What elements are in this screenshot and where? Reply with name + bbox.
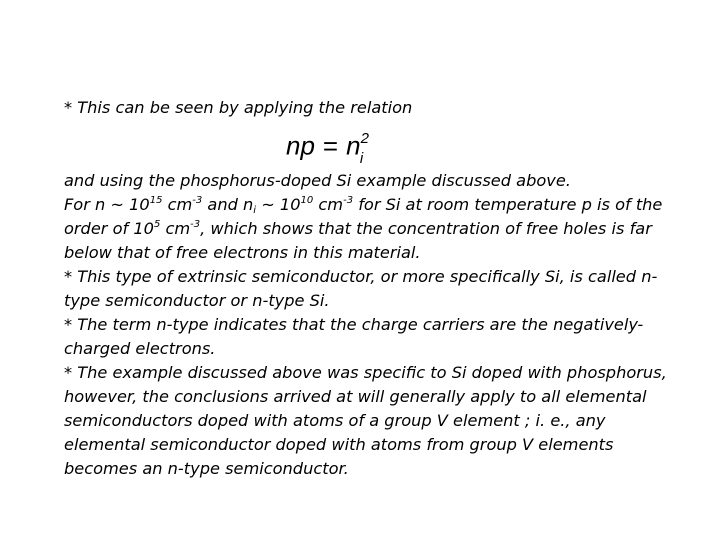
equation-np-ni2 — [286, 126, 372, 172]
body-line-4: below that of free electrons in this material. — [64, 243, 421, 262]
body-line-5: * This type of extrinsic semiconductor, or more specifically Si, is called n- — [64, 267, 658, 286]
superscript: 10 — [300, 195, 314, 206]
text-run: cm — [160, 219, 191, 238]
text-run: cm — [313, 195, 344, 214]
text-run: for Si at room temperature p is of the — [353, 195, 663, 214]
body-line-2 — [64, 193, 664, 217]
equation-rhs-base: n — [346, 130, 361, 161]
equation-lhs: np — [286, 130, 315, 161]
superscript: 15 — [149, 195, 163, 206]
text-run: cm — [162, 195, 193, 214]
text-run: ~ 10 — [256, 195, 301, 214]
body-line-7: * The term n-type indicates that the charge carriers are the negatively- — [64, 315, 644, 334]
text-run: For n ~ 10 — [64, 195, 150, 214]
relation-intro-text: * This can be seen by applying the relation — [64, 98, 413, 117]
body-line-9: * The example discussed above was specific to Si doped with phosphorus, — [64, 363, 667, 382]
body-line-11: semiconductors doped with atoms of a group V element ; i. e., any — [64, 411, 606, 430]
equation-equals: = — [322, 130, 339, 161]
body-line-13: becomes an n-type semiconductor. — [64, 459, 349, 478]
text-run: and n — [202, 195, 254, 214]
equation-rhs-sup: 2 — [360, 130, 369, 147]
equation-rhs-sub: i — [359, 149, 364, 167]
body-line-6: type semiconductor or n-type Si. — [64, 291, 330, 310]
body-line-10: however, the conclusions arrived at will generally apply to all elemental — [64, 387, 647, 406]
superscript: -3 — [343, 195, 354, 206]
text-run: order of 10 — [64, 219, 154, 238]
text-run: , which shows that the concentration of free holes is far — [200, 219, 652, 238]
body-line-1: and using the phosphorus-doped Si example discussed above. — [64, 171, 571, 190]
superscript: 5 — [153, 219, 161, 230]
body-line-3 — [64, 217, 664, 241]
superscript: -3 — [190, 219, 201, 230]
superscript: -3 — [192, 195, 203, 206]
subscript: i — [253, 205, 257, 216]
body-line-8: charged electrons. — [64, 339, 216, 358]
body-line-12: elemental semiconductor doped with atoms from group V elements — [64, 435, 614, 454]
